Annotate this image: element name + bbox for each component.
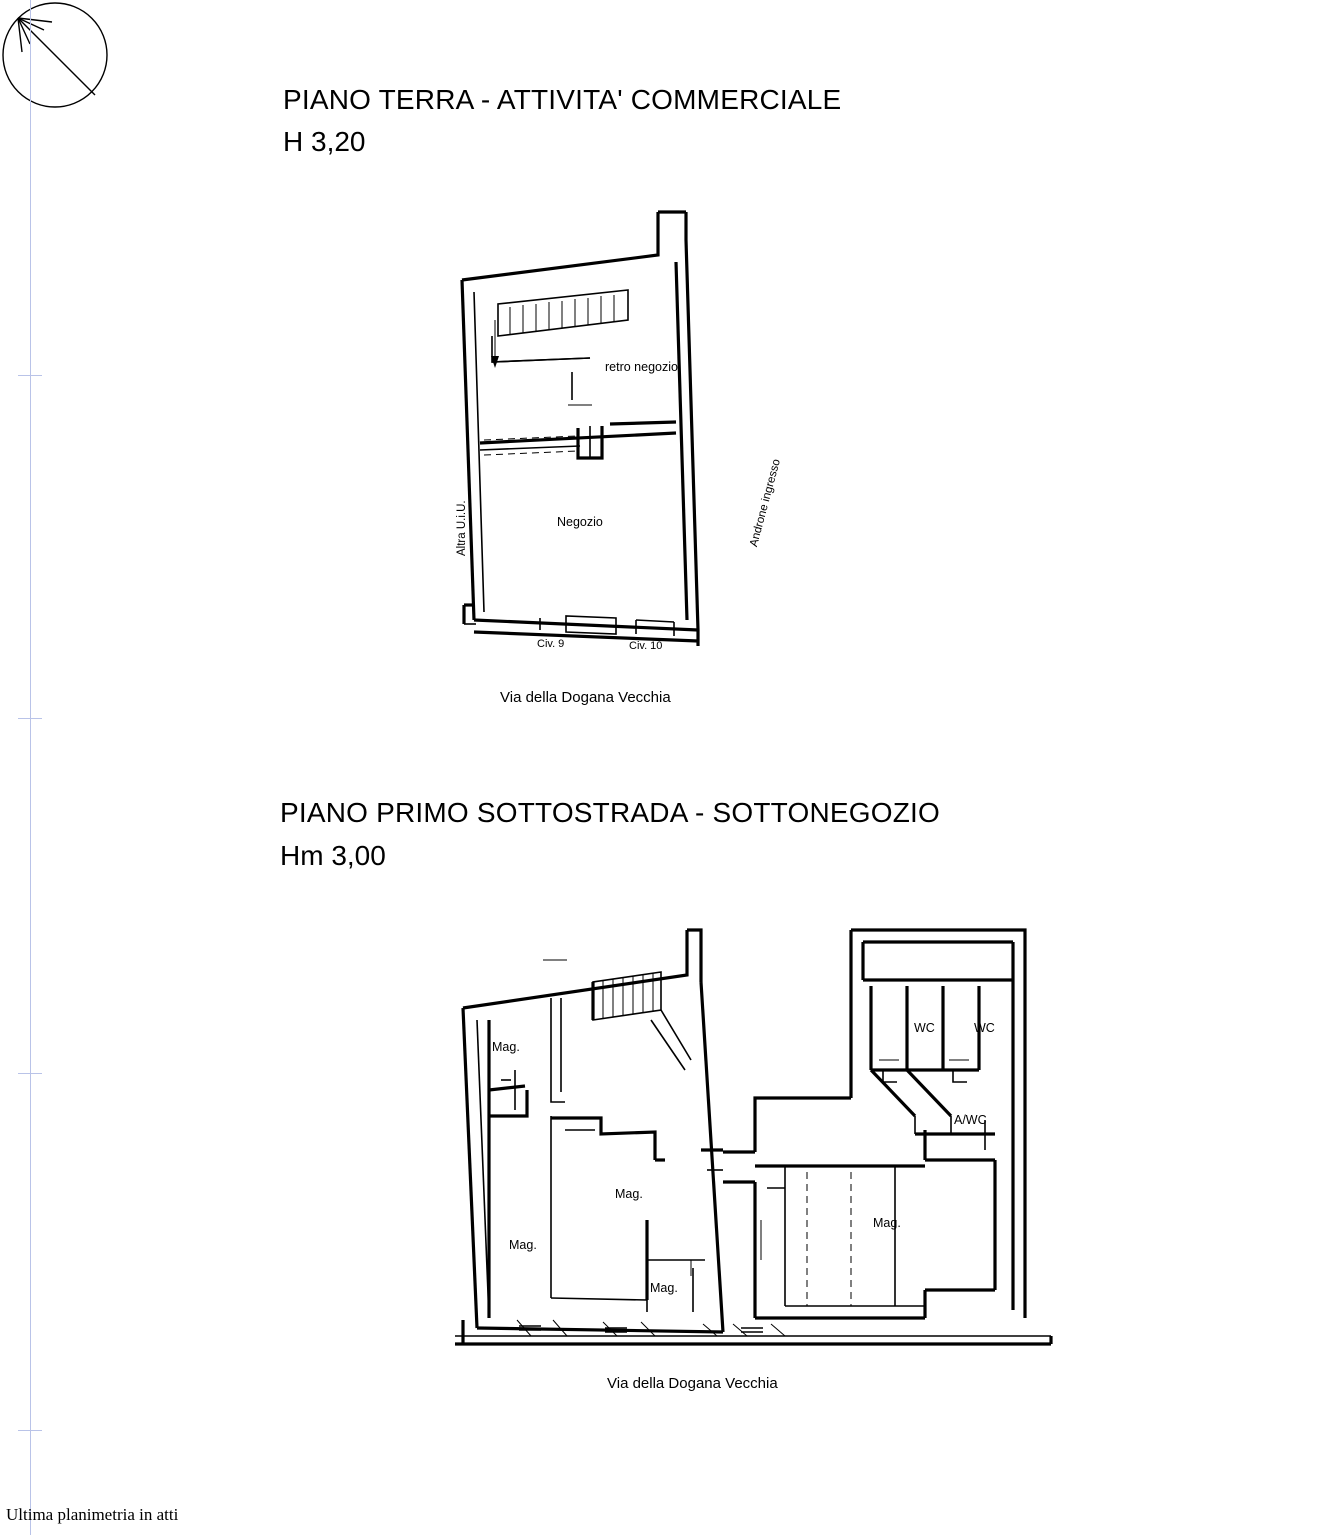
- margin-tick: [18, 375, 42, 376]
- margin-tick: [18, 1073, 42, 1074]
- margin-tick: [18, 1430, 42, 1431]
- floor-1-street-label: Via della Dogana Vecchia: [500, 689, 671, 706]
- floor-1-label-retro-negozio: retro negozio: [605, 360, 678, 374]
- floor-2-label-mag-5: Mag.: [873, 1216, 901, 1230]
- floor-2-plan-drawing: [455, 920, 1065, 1360]
- floor-1-title: PIANO TERRA - ATTIVITA' COMMERCIALE: [283, 84, 842, 115]
- floor-1-plan-drawing: [440, 200, 770, 660]
- floor-1-label-negozio: Negozio: [557, 515, 603, 529]
- floor-2-label-mag-2: Mag.: [615, 1187, 643, 1201]
- floor-2-street-label: Via della Dogana Vecchia: [607, 1375, 778, 1392]
- margin-guide-line: [30, 0, 31, 1535]
- floor-2-label-mag-1: Mag.: [492, 1040, 520, 1054]
- floor-2-title: PIANO PRIMO SOTTOSTRADA - SOTTONEGOZIO: [280, 797, 940, 828]
- floor-2-label-mag-4: Mag.: [650, 1281, 678, 1295]
- floor-1-label-altra-uiu: Altra U.i.U.: [456, 500, 468, 556]
- floor-1-height: H 3,20: [283, 126, 366, 157]
- footer-note: Ultima planimetria in atti: [6, 1505, 179, 1524]
- floor-1-label-civ-9: Civ. 9: [537, 638, 565, 650]
- floor-1-label-androne-ingresso: Androne ingresso: [748, 457, 783, 549]
- compass-rose: [0, 0, 110, 110]
- floor-1-label-civ-10: Civ. 10: [629, 640, 663, 652]
- floor-2-label-mag-3: Mag.: [509, 1238, 537, 1252]
- floor-2-label-wc-2: WC: [974, 1021, 995, 1035]
- floor-2-label-wc-1: WC: [914, 1021, 935, 1035]
- margin-tick: [18, 718, 42, 719]
- floor-2-label-antiwc: A/WC: [954, 1113, 987, 1127]
- floor-2-height: Hm 3,00: [280, 840, 386, 871]
